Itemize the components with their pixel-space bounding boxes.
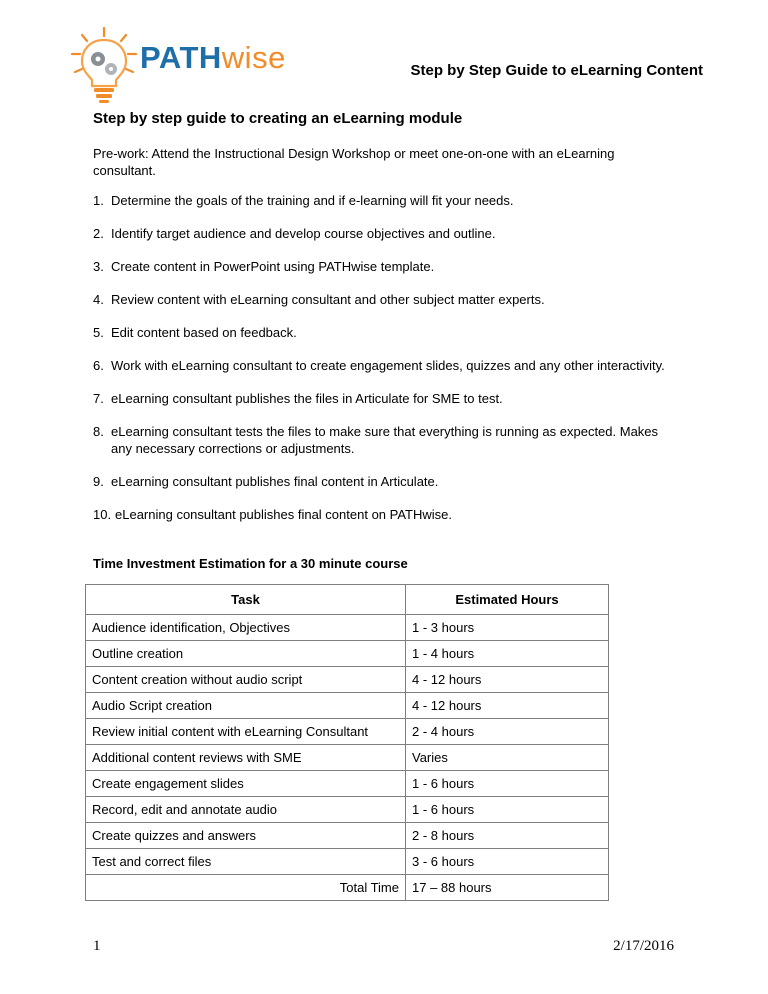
step-text: Determine the goals of the training and if e-learning will fit your needs. [111, 193, 514, 208]
step-number: 4. [93, 292, 104, 307]
task-cell: Review initial content with eLearning Consultant [86, 719, 406, 745]
hours-cell: 4 - 12 hours [406, 667, 609, 693]
task-cell: Create quizzes and answers [86, 823, 406, 849]
step-number: 6. [93, 358, 104, 373]
total-label: Total Time [86, 875, 406, 901]
hours-cell: 4 - 12 hours [406, 693, 609, 719]
lightbulb-gears-icon [70, 26, 138, 106]
step-text: Edit content based on feedback. [111, 325, 297, 340]
table-row [86, 849, 609, 875]
step-text: eLearning consultant tests the files to make sure that everything is running as expected. Makes any necessary corrections or adjustments. [111, 424, 659, 456]
page-number: 1 [93, 938, 101, 954]
footer-date: 2/17/2016 [613, 938, 674, 954]
step-number: 5. [93, 325, 104, 340]
step-number: 10. [93, 507, 112, 522]
task-cell: Content creation without audio script [86, 667, 406, 693]
step-item [93, 390, 673, 407]
task-cell: Additional content reviews with SME [86, 745, 406, 771]
task-cell: Create engagement slides [86, 771, 406, 797]
step-item [93, 291, 673, 308]
step-item [93, 506, 673, 523]
task-cell: Test and correct files [86, 849, 406, 875]
table-row [86, 615, 609, 641]
step-text: Identify target audience and develop course objectives and outline. [111, 226, 496, 241]
prework-paragraph: Pre-work: Attend the Instructional Design Workshop or meet one-on-one with an eLearning consultant. [93, 146, 615, 178]
estimation-title: Time Investment Estimation for a 30 minute course [93, 556, 408, 571]
step-item [93, 258, 673, 275]
table-row [86, 823, 609, 849]
total-value: 17 – 88 hours [406, 875, 609, 901]
column-header-hours: Estimated Hours [406, 585, 609, 615]
task-cell: Outline creation [86, 641, 406, 667]
document-title: Step by step guide to creating an eLearning module [93, 110, 463, 127]
hours-cell: 3 - 6 hours [406, 849, 609, 875]
step-number: 7. [93, 391, 104, 406]
hours-cell: 1 - 6 hours [406, 771, 609, 797]
step-text: Work with eLearning consultant to create engagement slides, quizzes and any other interactivity. [111, 358, 665, 373]
logo-wordmark [140, 40, 286, 76]
step-number: 1. [93, 193, 104, 208]
hours-cell: 1 - 6 hours [406, 797, 609, 823]
step-text: eLearning consultant publishes final content on PATHwise. [115, 507, 452, 522]
step-text: Create content in PowerPoint using PATHwise template. [111, 259, 435, 274]
step-number: 9. [93, 474, 104, 489]
step-item [93, 473, 673, 490]
table-row [86, 693, 609, 719]
table-total-row [86, 875, 609, 901]
table-row [86, 745, 609, 771]
step-number: 2. [93, 226, 104, 241]
table-row [86, 797, 609, 823]
time-estimation-table [85, 584, 609, 901]
table-row [86, 667, 609, 693]
steps-list [93, 192, 673, 523]
task-cell: Audience identification, Objectives [86, 615, 406, 641]
logo-text-path: PATH [140, 40, 222, 75]
hours-cell: Varies [406, 745, 609, 771]
logo-text-wise: wise [221, 40, 286, 75]
step-item [93, 324, 673, 341]
step-item [93, 192, 673, 209]
header-title: Step by Step Guide to eLearning Content [410, 62, 703, 79]
task-cell: Record, edit and annotate audio [86, 797, 406, 823]
table-row [86, 719, 609, 745]
hours-cell: 2 - 4 hours [406, 719, 609, 745]
table-header-row [86, 585, 609, 615]
step-text: Review content with eLearning consultant and other subject matter experts. [111, 292, 545, 307]
step-number: 3. [93, 259, 104, 274]
step-number: 8. [93, 424, 104, 439]
column-header-task: Task [86, 585, 406, 615]
table-row [86, 771, 609, 797]
task-cell: Audio Script creation [86, 693, 406, 719]
step-item [93, 225, 673, 242]
hours-cell: 1 - 3 hours [406, 615, 609, 641]
step-text: eLearning consultant publishes final content in Articulate. [111, 474, 439, 489]
pathwise-logo [70, 26, 290, 106]
table-row [86, 641, 609, 667]
hours-cell: 1 - 4 hours [406, 641, 609, 667]
step-text: eLearning consultant publishes the files in Articulate for SME to test. [111, 391, 503, 406]
step-item [93, 423, 673, 457]
hours-cell: 2 - 8 hours [406, 823, 609, 849]
step-item [93, 357, 673, 374]
